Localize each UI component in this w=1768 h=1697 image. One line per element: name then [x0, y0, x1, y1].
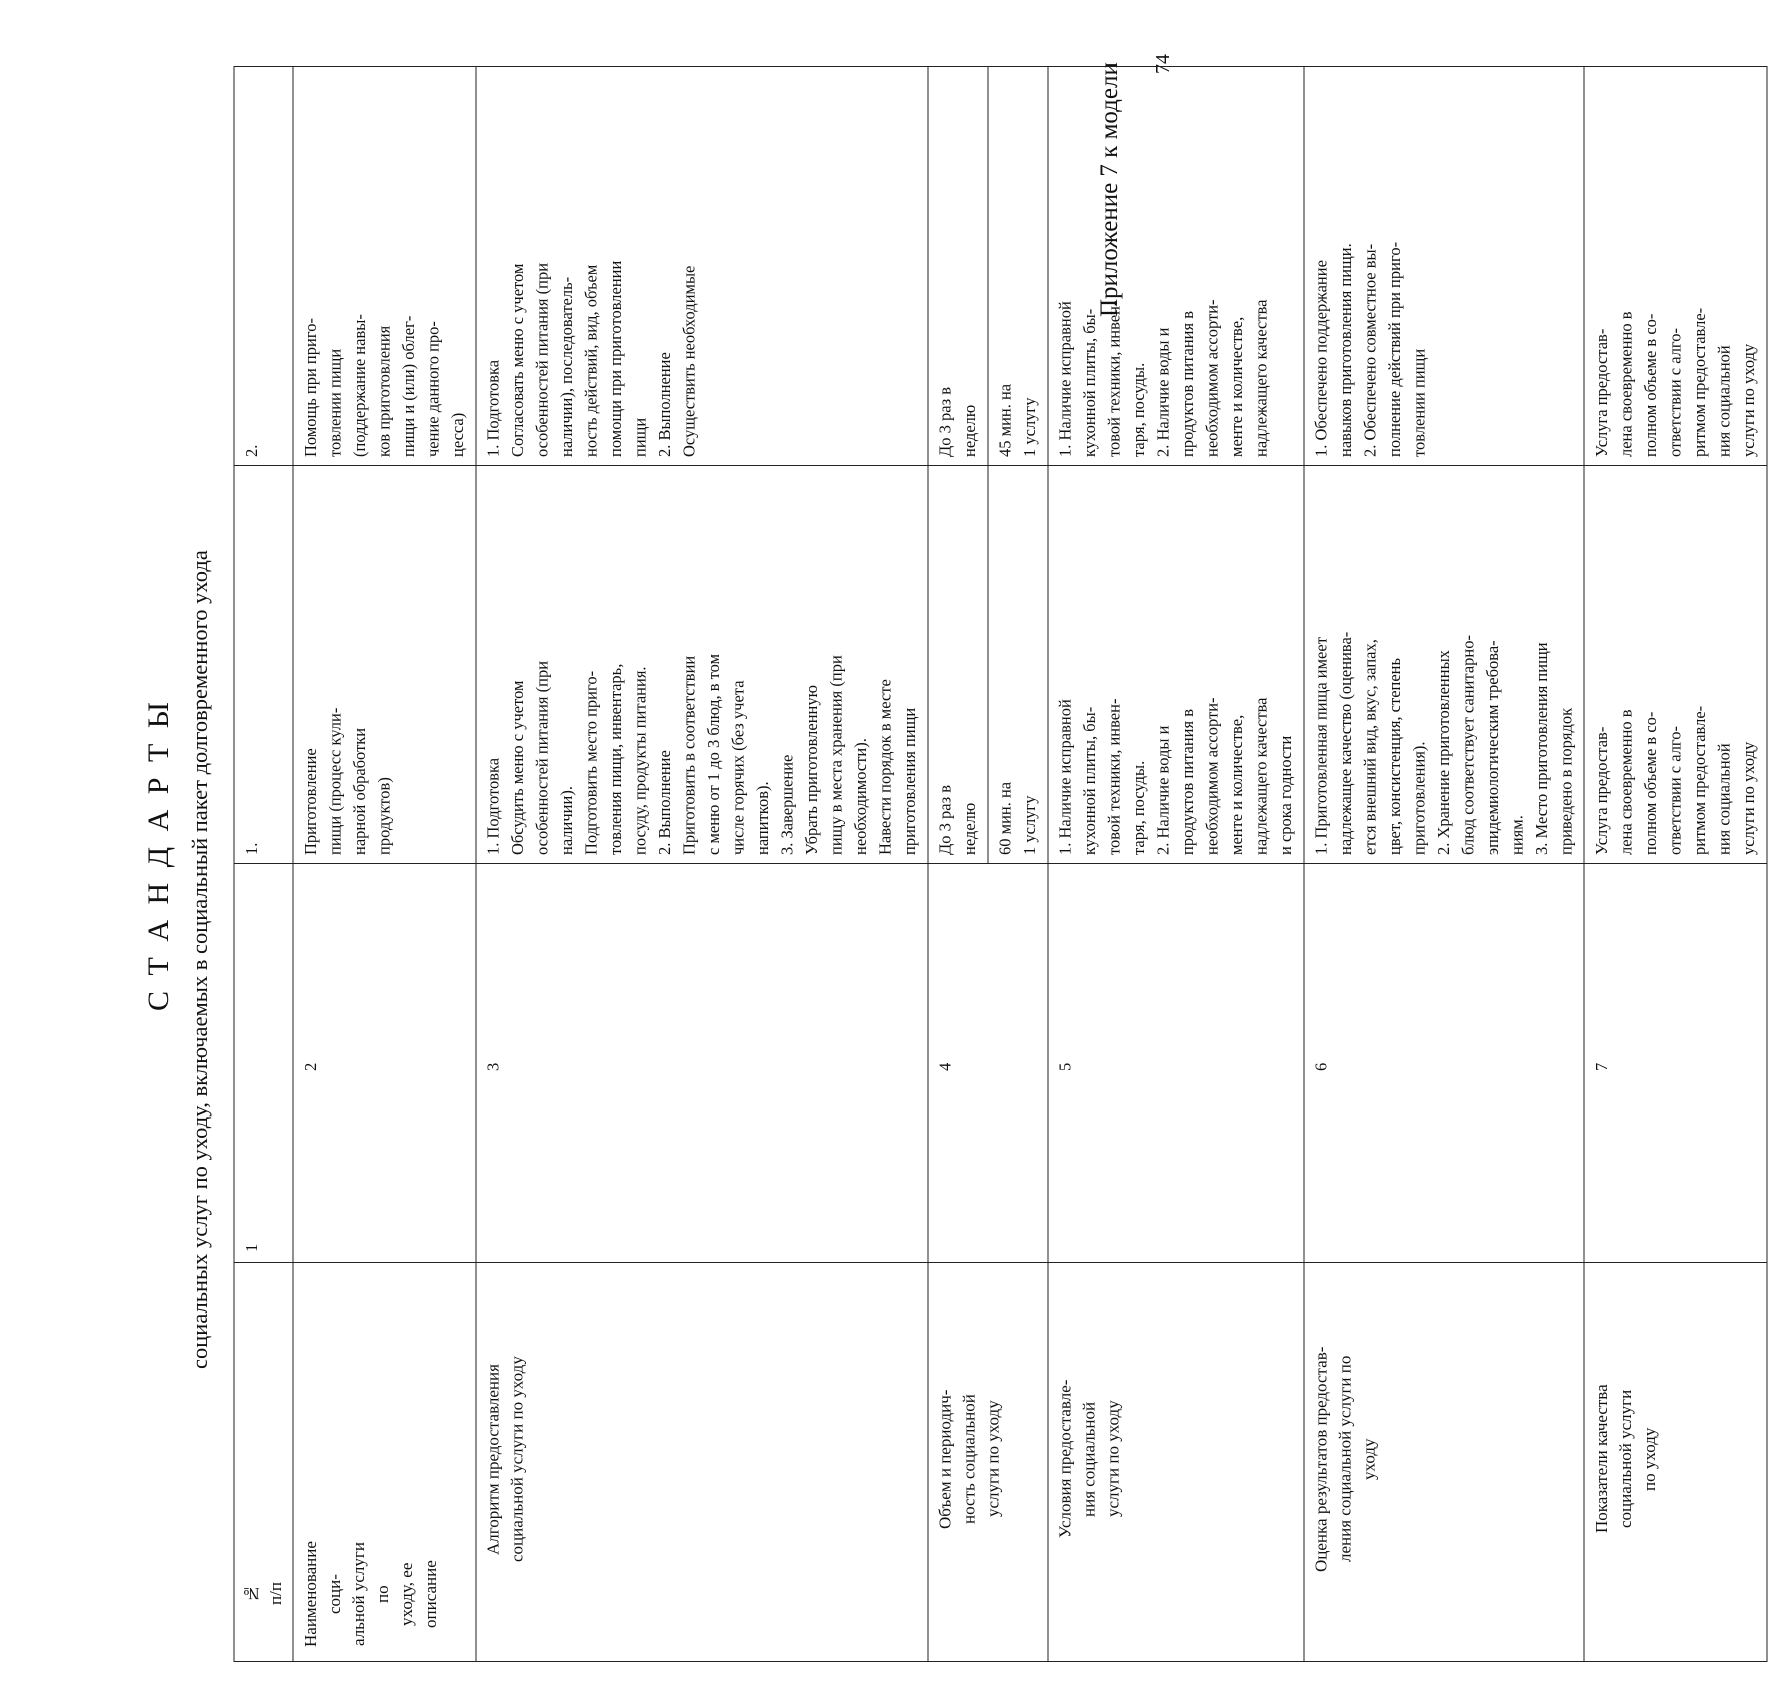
- table-cell: До 3 раз в неделю: [928, 67, 988, 466]
- column-number: 4: [928, 864, 1048, 1263]
- header-cell: № п/п: [235, 1263, 294, 1662]
- table-cell: 1. Наличие исправной кухонной плиты, бы- товой техники, инвен- таря, посуды. 2. Наличие воды и продуктов питания в необходимом ассорти- менте и количестве, надлежащего качества: [1048, 67, 1304, 466]
- header-cell: Условия предоставле- ния социальной услуги по уходу: [1048, 1263, 1304, 1662]
- annex-label: Приложение 7 к модели: [1096, 62, 1123, 318]
- table-cell: Услуга предостав- лена своевременно в полном объеме в со- ответствии с алго- ритмом предоставле- ния социальной услуги по уходу: [1585, 465, 1768, 864]
- table-cell: 1. Обеспечено поддержание навыков приготовления пищи. 2. Обеспечено совместное вы- полнение действий при приго- товлении пищи: [1304, 67, 1585, 466]
- table-cell: До 3 раз в неделю: [928, 465, 988, 864]
- table-cell: 60 мин. на 1 услугу: [988, 465, 1048, 864]
- table-cell: 1. Приготовленная пища имеет надлежащее качество (оценива- ется внешний вид, вкус, запах, цвет, консистенция, степень приготовления). 2. Хранение приготовленных блюд соответствует санитарно- эпидемиологическим требова- ниям. 3. Место приготовления пищи приведено в порядок: [1304, 465, 1585, 864]
- table-cell: Услуга предостав- лена своевременно в полном объеме в со- ответствии с алго- ритмом предоставле- ния социальной услуги по уходу: [1585, 67, 1768, 466]
- table-cell: 45 мин. на 1 услугу: [988, 67, 1048, 466]
- table-cell: 1.: [235, 465, 294, 864]
- standards-table: [234, 66, 1768, 1662]
- column-number: 6: [1304, 864, 1585, 1263]
- header-cell: Объем и периодич- ность социальной услуги по уходу: [928, 1263, 1048, 1662]
- table-cell: 2.: [235, 67, 294, 466]
- table-cell: Помощь при приго- товлении пищи (поддержание навы- ков приготовления пищи и (или) облег- чение данного про- цесса): [294, 67, 477, 466]
- column-number: 3: [476, 864, 928, 1263]
- column-number: 1: [235, 864, 294, 1263]
- table-cell: 1. Наличие исправной кухонной плиты, бы- товой техники, инвен- таря, посуды. 2. Наличие воды и продуктов питания в необходимом ассорти- менте и количестве, надлежащего качества и срока годности: [1048, 465, 1304, 864]
- header-cell: Оценка результатов предостав- ления социальной услуги по уходу: [1304, 1263, 1585, 1662]
- table-cell: 1. Подготовка Обсудить меню с учетом особенностей питания (при наличии). Подготовить место приго- товления пищи, инвентарь, посуду, продукты питания. 2. Выполнение Приготовить в соответствии с меню от 1 до 3 блюд, в том числе горячих (без учета напитков). 3. Завершение Убрать приготовленную пищу в места хранения (при необходимости). Навести порядок в месте приготовления пищи: [476, 465, 928, 864]
- header-cell: Алгоритм предоставления социальной услуги по уходу: [476, 1263, 928, 1662]
- table-cell: Приготовление пищи (процесс кули- нарной обработки продуктов): [294, 465, 477, 864]
- column-number: 2: [294, 864, 477, 1263]
- header-cell: Показатели качества социальной услуги по уходу: [1585, 1263, 1768, 1662]
- column-number: 7: [1585, 864, 1768, 1263]
- column-number: 5: [1048, 864, 1304, 1263]
- table-cell: 1. Подготовка Согласовать меню с учетом особенностей питания (при наличии), последователь- ность действий, вид, объем помощи при приготовлении пищи 2. Выполнение Осуществить необходимые: [476, 67, 928, 466]
- document-subtitle: социальных услуг по уходу, включаемых в социальный пакет долговременного ухода: [187, 550, 212, 1370]
- header-cell: Наименование соци- альной услуги по уходу, ее описание: [294, 1263, 477, 1662]
- document-title: С Т А Н Д А Р Т Ы: [142, 698, 175, 1012]
- page-number: 74: [1152, 54, 1174, 74]
